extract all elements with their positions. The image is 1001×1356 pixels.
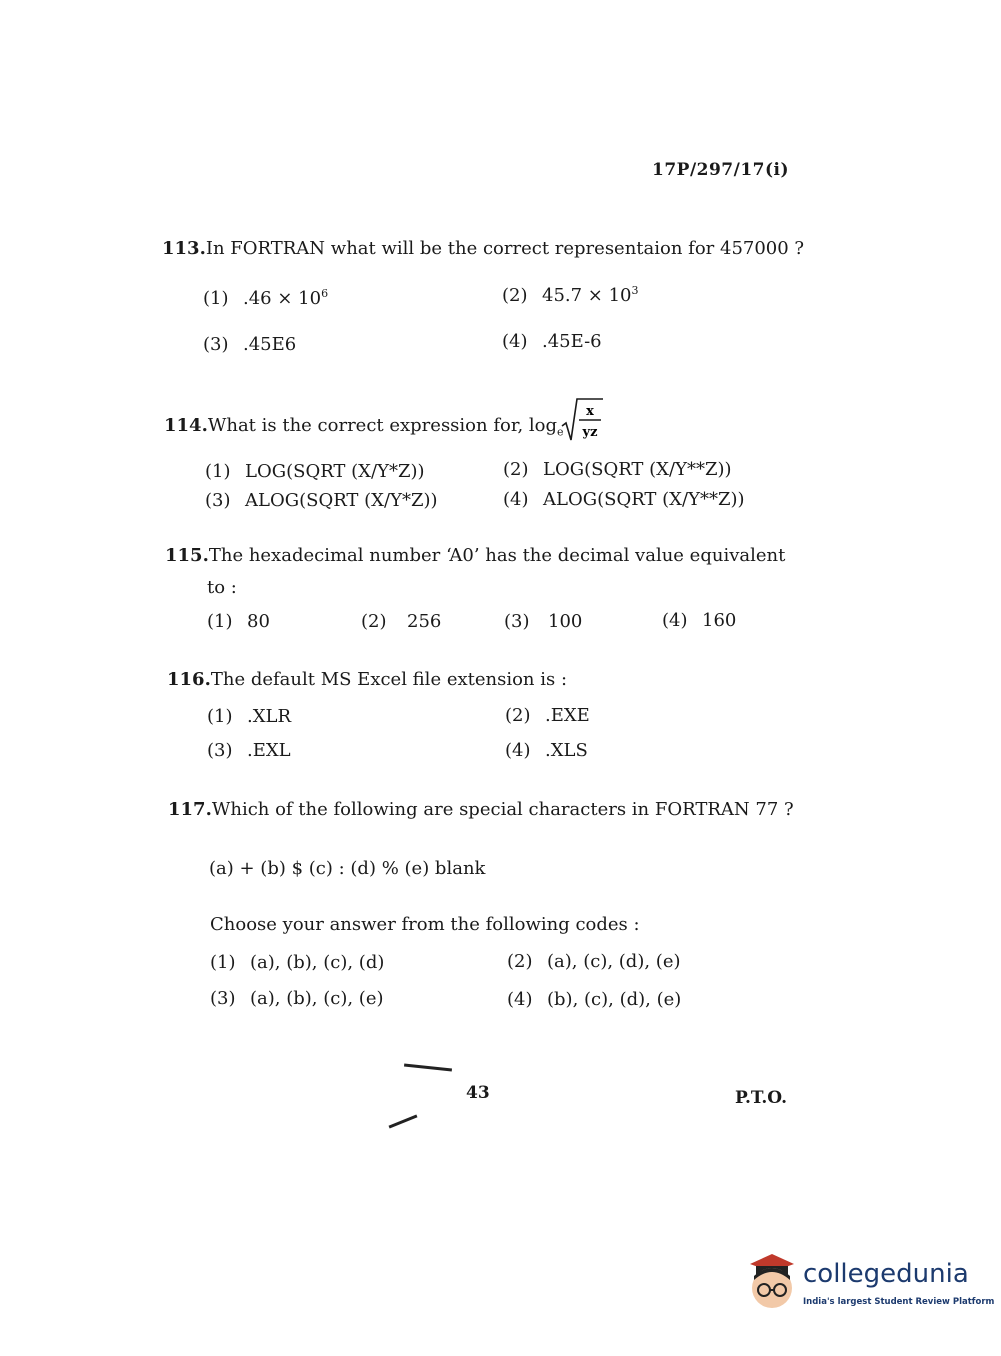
answer-instruction: Choose your answer from the following codes : [210, 914, 640, 935]
option-115-2 [361, 611, 441, 632]
option-number: (2) [503, 459, 529, 480]
question-114 [164, 415, 564, 439]
option-117-1 [210, 952, 384, 973]
option-number: (4) [505, 740, 531, 761]
option-exponent: 6 [321, 287, 329, 300]
pto-label: P.T.O. [735, 1088, 787, 1108]
question-text: The default MS Excel file extension is : [210, 669, 568, 690]
special-characters-list: (a) + (b) $ (c) : (d) % (e) blank [209, 858, 486, 879]
square-root-fraction [560, 396, 604, 442]
option-text: 45.7 × 10 [542, 285, 632, 306]
scan-mark [389, 1114, 418, 1128]
option-117-3 [210, 988, 384, 1009]
option-number: (3) [504, 611, 530, 632]
log-base: e [557, 425, 564, 439]
paper-code: 17P/297/17(i) [652, 160, 790, 180]
question-number: 113. [162, 238, 206, 259]
watermark-tagline: India's largest Student Review Platform [803, 1297, 995, 1307]
option-number: (1) [210, 952, 236, 973]
option-116-3 [207, 740, 291, 761]
option-number: (2) [505, 705, 531, 726]
option-text: (a), (c), (d), (e) [547, 951, 681, 972]
option-116-1 [207, 706, 291, 727]
question-text: The hexadecimal number ‘A0’ has the decimal value equivalent [208, 545, 786, 566]
option-114-3 [205, 490, 438, 511]
option-exponent: 3 [631, 284, 639, 297]
page-number: 43 [466, 1083, 490, 1103]
option-number: (3) [210, 988, 236, 1009]
option-113-1 [203, 287, 328, 309]
question-text: What is the correct expression for, log [207, 415, 558, 436]
option-number: (3) [205, 490, 231, 511]
option-number: (1) [205, 461, 231, 482]
question-113 [162, 238, 804, 259]
option-number: (3) [207, 740, 233, 761]
question-number: 115. [165, 545, 209, 566]
option-114-4 [503, 489, 745, 510]
option-number: (4) [507, 989, 533, 1010]
question-116 [167, 669, 567, 690]
option-number: (3) [203, 334, 229, 355]
option-number: (4) [502, 331, 528, 352]
option-115-4 [662, 610, 736, 631]
option-text: ALOG(SQRT (X/Y**Z)) [543, 489, 745, 510]
option-116-4 [505, 740, 588, 761]
option-116-2 [505, 705, 590, 726]
question-117 [168, 799, 794, 820]
option-117-2 [507, 951, 681, 972]
option-text: .EXE [545, 705, 590, 726]
option-number: (1) [203, 288, 229, 309]
option-115-3 [504, 611, 582, 632]
question-text: Which of the following are special characters in FORTRAN 77 ? [211, 799, 794, 820]
watermark-brand: collegedunia [803, 1259, 969, 1289]
option-text: 80 [247, 611, 270, 632]
option-text: (a), (b), (c), (e) [250, 988, 384, 1009]
question-number: 114. [164, 415, 208, 436]
option-text: 160 [702, 610, 737, 631]
option-text: .XLS [545, 740, 588, 761]
question-text: In FORTRAN what will be the correct representaion for 457000 ? [205, 238, 805, 259]
option-text: .XLR [247, 706, 292, 727]
option-113-3 [203, 334, 296, 355]
option-117-4 [507, 989, 681, 1010]
question-115-continued: to : [207, 577, 237, 598]
question-number: 116. [167, 669, 211, 690]
fraction-denominator: yz [582, 425, 598, 440]
fraction-numerator: x [586, 404, 594, 419]
option-text: (a), (b), (c), (d) [250, 952, 385, 973]
option-113-4 [502, 331, 602, 352]
question-115 [165, 545, 785, 566]
option-number: (2) [502, 285, 528, 306]
option-113-2 [502, 284, 639, 306]
option-text: 100 [548, 611, 583, 632]
option-text: LOG(SQRT (X/Y**Z)) [543, 459, 732, 480]
option-115-1 [207, 611, 270, 632]
option-number: (4) [503, 489, 529, 510]
option-114-2 [503, 459, 732, 480]
option-number: (2) [507, 951, 533, 972]
option-number: (1) [207, 611, 233, 632]
option-number: (4) [662, 610, 688, 631]
option-114-1 [205, 461, 425, 482]
question-number: 117. [168, 799, 212, 820]
option-text: (b), (c), (d), (e) [547, 989, 682, 1010]
option-text: .EXL [247, 740, 291, 761]
option-text: .46 × 10 [243, 288, 322, 309]
option-number: (2) [361, 611, 387, 632]
option-text: .45E6 [243, 334, 297, 355]
option-text: LOG(SQRT (X/Y*Z)) [245, 461, 425, 482]
option-text: ALOG(SQRT (X/Y*Z)) [245, 490, 438, 511]
option-number: (1) [207, 706, 233, 727]
scan-mark [404, 1063, 452, 1071]
option-text: .45E-6 [542, 331, 602, 352]
option-text: 256 [407, 611, 442, 632]
